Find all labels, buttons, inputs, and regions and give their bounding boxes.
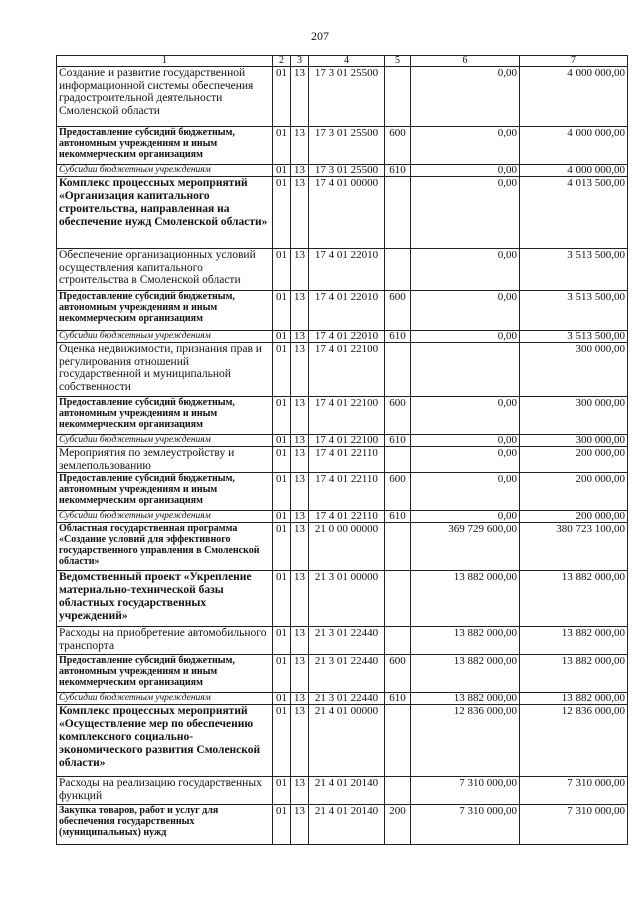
target-article-code-cell: 17 4 01 22100 [309, 435, 385, 447]
amount-year-2-cell: 13 882 000,00 [520, 571, 628, 627]
section-code-cell: 01 [273, 777, 291, 805]
row-name-cell: Оценка недвижимости, признания прав и регулирования отношений государственной и муниципальной собственности [57, 343, 273, 397]
amount-year-1-cell: 0,00 [411, 67, 520, 127]
target-article-code-cell: 21 3 01 22440 [309, 627, 385, 655]
section-code-cell: 01 [273, 291, 291, 331]
table-row [57, 331, 628, 343]
amount-year-2-cell: 4 013 500,00 [520, 177, 628, 249]
expense-type-code-cell [385, 777, 411, 805]
target-article-code-cell: 17 4 01 22010 [309, 249, 385, 291]
section-code-cell: 01 [273, 627, 291, 655]
section-code-cell: 01 [273, 67, 291, 127]
expense-type-code-cell: 610 [385, 435, 411, 447]
amount-year-2-cell: 300 000,00 [520, 343, 628, 397]
subsection-code-cell: 13 [291, 291, 309, 331]
target-article-code-cell: 17 4 01 00000 [309, 177, 385, 249]
section-code-cell: 01 [273, 705, 291, 777]
amount-year-1-cell: 0,00 [411, 331, 520, 343]
subsection-code-cell: 13 [291, 249, 309, 291]
expense-type-code-cell: 600 [385, 473, 411, 511]
budget-table [56, 55, 628, 845]
amount-year-2-cell: 7 310 000,00 [520, 777, 628, 805]
row-name-cell: Предоставление субсидий бюджетным, автономным учреждениям и иным некоммерческим организациям [57, 473, 273, 511]
expense-type-code-cell: 600 [385, 397, 411, 435]
amount-year-1-cell: 0,00 [411, 447, 520, 473]
section-code-cell: 01 [273, 447, 291, 473]
section-code-cell: 01 [273, 127, 291, 165]
subsection-code-cell: 13 [291, 705, 309, 777]
expense-type-code-cell [385, 343, 411, 397]
target-article-code-cell: 21 3 01 22440 [309, 655, 385, 693]
table-row [57, 343, 628, 397]
amount-year-2-cell: 4 000 000,00 [520, 165, 628, 177]
row-name-cell: Субсидии бюджетным учреждениям [57, 435, 273, 447]
amount-year-1-cell: 0,00 [411, 473, 520, 511]
table-row [57, 511, 628, 523]
subsection-code-cell: 13 [291, 447, 309, 473]
subsection-code-cell: 13 [291, 805, 309, 845]
expense-type-code-cell [385, 249, 411, 291]
expense-type-code-cell [385, 571, 411, 627]
row-name-cell: Субсидии бюджетным учреждениям [57, 693, 273, 705]
expense-type-code-cell: 610 [385, 693, 411, 705]
subsection-code-cell: 13 [291, 343, 309, 397]
table-row [57, 435, 628, 447]
table-row [57, 655, 628, 693]
table-row [57, 693, 628, 705]
section-code-cell: 01 [273, 523, 291, 571]
header-cell: 6 [411, 56, 520, 67]
amount-year-2-cell: 200 000,00 [520, 473, 628, 511]
subsection-code-cell: 13 [291, 523, 309, 571]
subsection-code-cell: 13 [291, 473, 309, 511]
amount-year-2-cell: 4 000 000,00 [520, 127, 628, 165]
section-code-cell: 01 [273, 397, 291, 435]
section-code-cell: 01 [273, 805, 291, 845]
row-name-cell: Предоставление субсидий бюджетным, автономным учреждениям и иным некоммерческим организациям [57, 127, 273, 165]
row-name-cell: Субсидии бюджетным учреждениям [57, 165, 273, 177]
subsection-code-cell: 13 [291, 627, 309, 655]
amount-year-2-cell: 300 000,00 [520, 397, 628, 435]
header-cell: 5 [385, 56, 411, 67]
amount-year-2-cell: 380 723 100,00 [520, 523, 628, 571]
subsection-code-cell: 13 [291, 397, 309, 435]
table-row [57, 571, 628, 627]
expense-type-code-cell [385, 627, 411, 655]
subsection-code-cell: 13 [291, 571, 309, 627]
row-name-cell: Предоставление субсидий бюджетным, автономным учреждениям и иным некоммерческим организациям [57, 655, 273, 693]
amount-year-2-cell: 13 882 000,00 [520, 693, 628, 705]
target-article-code-cell: 21 0 00 00000 [309, 523, 385, 571]
amount-year-2-cell: 13 882 000,00 [520, 627, 628, 655]
section-code-cell: 01 [273, 655, 291, 693]
table-row [57, 397, 628, 435]
section-code-cell: 01 [273, 343, 291, 397]
target-article-code-cell: 17 4 01 22110 [309, 511, 385, 523]
amount-year-1-cell: 13 882 000,00 [411, 655, 520, 693]
row-name-cell: Мероприятия по землеустройству и землепользованию [57, 447, 273, 473]
section-code-cell: 01 [273, 177, 291, 249]
table-row [57, 291, 628, 331]
row-name-cell: Субсидии бюджетным учреждениям [57, 511, 273, 523]
table-row [57, 447, 628, 473]
expense-type-code-cell [385, 447, 411, 473]
table-row [57, 67, 628, 127]
amount-year-2-cell: 3 513 500,00 [520, 291, 628, 331]
expense-type-code-cell [385, 705, 411, 777]
expense-type-code-cell: 200 [385, 805, 411, 845]
subsection-code-cell: 13 [291, 511, 309, 523]
row-name-cell: Ведомственный проект «Укрепление материально-технической базы областных государственных учреждений» [57, 571, 273, 627]
target-article-code-cell: 17 4 01 22100 [309, 343, 385, 397]
header-cell: 1 [57, 56, 273, 67]
target-article-code-cell: 17 3 01 25500 [309, 67, 385, 127]
section-code-cell: 01 [273, 571, 291, 627]
target-article-code-cell: 17 4 01 22110 [309, 447, 385, 473]
amount-year-2-cell: 3 513 500,00 [520, 331, 628, 343]
row-name-cell: Расходы на приобретение автомобильного транспорта [57, 627, 273, 655]
amount-year-1-cell: 13 882 000,00 [411, 571, 520, 627]
row-name-cell: Обеспечение организационных условий осуществления капитального строительства в Смоленской области [57, 249, 273, 291]
target-article-code-cell: 17 4 01 22010 [309, 331, 385, 343]
amount-year-2-cell: 300 000,00 [520, 435, 628, 447]
subsection-code-cell: 13 [291, 165, 309, 177]
subsection-code-cell: 13 [291, 693, 309, 705]
amount-year-2-cell: 3 513 500,00 [520, 249, 628, 291]
expense-type-code-cell: 610 [385, 165, 411, 177]
header-cell: 2 [273, 56, 291, 67]
expense-type-code-cell: 610 [385, 511, 411, 523]
expense-type-code-cell [385, 523, 411, 571]
expense-type-code-cell [385, 67, 411, 127]
table-row [57, 805, 628, 845]
amount-year-2-cell: 4 000 000,00 [520, 67, 628, 127]
amount-year-1-cell: 13 882 000,00 [411, 693, 520, 705]
target-article-code-cell: 21 4 01 20140 [309, 805, 385, 845]
expense-type-code-cell: 600 [385, 127, 411, 165]
amount-year-1-cell: 369 729 600,00 [411, 523, 520, 571]
amount-year-2-cell: 200 000,00 [520, 511, 628, 523]
budget-table-body [57, 56, 628, 845]
page-number: 207 [311, 29, 329, 43]
subsection-code-cell: 13 [291, 67, 309, 127]
row-name-cell: Комплекс процессных мероприятий «Осуществление мер по обеспечению комплексного социально-экономического развития Смоленской области» [57, 705, 273, 777]
row-name-cell: Создание и развитие государственной информационной системы обеспечения градостроительной деятельности Смоленской области [57, 67, 273, 127]
table-row [57, 705, 628, 777]
section-code-cell: 01 [273, 331, 291, 343]
section-code-cell: 01 [273, 693, 291, 705]
table-row [57, 127, 628, 165]
expense-type-code-cell: 600 [385, 291, 411, 331]
target-article-code-cell: 21 3 01 00000 [309, 571, 385, 627]
row-name-cell: Предоставление субсидий бюджетным, автономным учреждениям и иным некоммерческим организациям [57, 291, 273, 331]
table-row [57, 165, 628, 177]
row-name-cell: Субсидии бюджетным учреждениям [57, 331, 273, 343]
target-article-code-cell: 17 3 01 25500 [309, 127, 385, 165]
amount-year-1-cell: 0,00 [411, 511, 520, 523]
amount-year-1-cell: 0,00 [411, 177, 520, 249]
target-article-code-cell: 21 3 01 22440 [309, 693, 385, 705]
expense-type-code-cell: 600 [385, 655, 411, 693]
header-cell: 3 [291, 56, 309, 67]
target-article-code-cell: 17 3 01 25500 [309, 165, 385, 177]
subsection-code-cell: 13 [291, 331, 309, 343]
amount-year-1-cell: 0,00 [411, 291, 520, 331]
row-name-cell: Закупка товаров, работ и услуг для обеспечения государственных (муниципальных) нужд [57, 805, 273, 845]
subsection-code-cell: 13 [291, 177, 309, 249]
section-code-cell: 01 [273, 473, 291, 511]
amount-year-1-cell: 0,00 [411, 127, 520, 165]
amount-year-2-cell: 13 882 000,00 [520, 655, 628, 693]
amount-year-1-cell [411, 343, 520, 397]
row-name-cell: Предоставление субсидий бюджетным, автономным учреждениям и иным некоммерческим организациям [57, 397, 273, 435]
amount-year-1-cell: 0,00 [411, 249, 520, 291]
expense-type-code-cell: 610 [385, 331, 411, 343]
expense-type-code-cell [385, 177, 411, 249]
amount-year-2-cell: 200 000,00 [520, 447, 628, 473]
amount-year-1-cell: 7 310 000,00 [411, 777, 520, 805]
section-code-cell: 01 [273, 435, 291, 447]
amount-year-1-cell: 0,00 [411, 435, 520, 447]
section-code-cell: 01 [273, 165, 291, 177]
subsection-code-cell: 13 [291, 655, 309, 693]
header-cell: 7 [520, 56, 628, 67]
header-row [57, 56, 628, 67]
section-code-cell: 01 [273, 511, 291, 523]
target-article-code-cell: 17 4 01 22100 [309, 397, 385, 435]
target-article-code-cell: 21 4 01 20140 [309, 777, 385, 805]
amount-year-2-cell: 12 836 000,00 [520, 705, 628, 777]
amount-year-1-cell: 7 310 000,00 [411, 805, 520, 845]
amount-year-1-cell: 0,00 [411, 165, 520, 177]
amount-year-1-cell: 12 836 000,00 [411, 705, 520, 777]
target-article-code-cell: 17 4 01 22110 [309, 473, 385, 511]
amount-year-1-cell: 13 882 000,00 [411, 627, 520, 655]
row-name-cell: Областная государственная программа «Создание условий для эффективного государственного управления в Смоленской области» [57, 523, 273, 571]
table-row [57, 627, 628, 655]
subsection-code-cell: 13 [291, 435, 309, 447]
table-row [57, 249, 628, 291]
target-article-code-cell: 21 4 01 00000 [309, 705, 385, 777]
amount-year-1-cell: 0,00 [411, 397, 520, 435]
table-row [57, 777, 628, 805]
header-cell: 4 [309, 56, 385, 67]
section-code-cell: 01 [273, 249, 291, 291]
amount-year-2-cell: 7 310 000,00 [520, 805, 628, 845]
table-row [57, 177, 628, 249]
table-row [57, 523, 628, 571]
target-article-code-cell: 17 4 01 22010 [309, 291, 385, 331]
row-name-cell: Расходы на реализацию государственных функций [57, 777, 273, 805]
table-row [57, 473, 628, 511]
row-name-cell: Комплекс процессных мероприятий «Организация капитального строительства, направленная на обеспечение нужд Смоленской области» [57, 177, 273, 249]
subsection-code-cell: 13 [291, 777, 309, 805]
subsection-code-cell: 13 [291, 127, 309, 165]
